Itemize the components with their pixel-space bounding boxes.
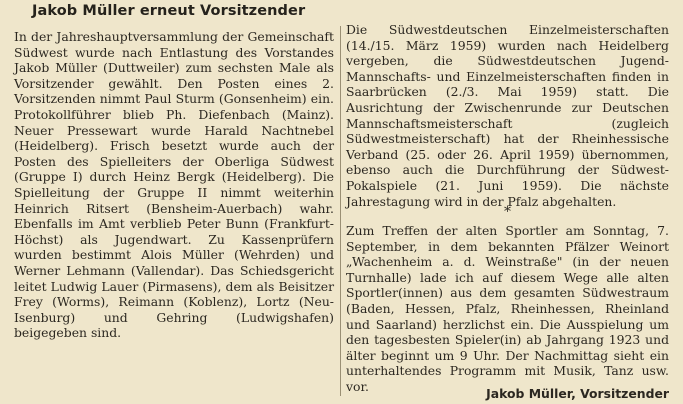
section-separator-star: *: [504, 204, 511, 220]
championships-paragraph: Die Südwestdeutschen Einzelmeisterschaften (14./15. März 1959) wurden nach Heidelberg vergeben, die Südwestdeutschen Jugend-Mannschafts- und Einzelmeisterschaften finden in Saarbrücken (2./3. Mai 1959) statt. Die Ausrichtung der Zwischenrunde zur Deutschen Mannschaftsmeisterschaft (zugleich Südwestmeisterschaft) hat der Rheinhessische Verband (25. oder 26. April 1959) übernommen, ebenso auch die Durchführung der Südwest-Pokalspiele (21. Juni 1959). Die nächste Jahrestagung wird in der Pfalz abgehalten.: [346, 22, 669, 209]
left-column-paragraph: In der Jahreshauptversammlung der Gemeinschaft Südwest wurde nach Entlastung des Vorstandes Jakob Müller (Duttweiler) zum sechsten Male als Vorsitzender gewählt. Den Posten eines 2. Vorsitzenden nimmt Paul Sturm (Gonsenheim) ein. Protokollführer blieb Ph. Diefenbach (Mainz). Neuer Pressewart wurde Harald Nachtnebel (Heidelberg). Frisch besetzt wurde auch der Posten des Spielleiters der Oberliga Südwest (Gruppe I) durch Heinz Bergk (Heidelberg). Die Spielleitung der Gruppe II nimmt weiterhin Heinrich Ritsert (Bensheim-Auerbach) wahr. Ebenfalls im Amt verblieb Peter Bunn (Frankfurt-Höchst) als Jugendwart. Zu Kassenprüfern wurden bestimmt Alois Müller (Wehrden) und Werner Lehmann (Vallendar). Das Schiedsgericht leitet Ludwig Lauer (Pirmasens), dem als Beisitzer Frey (Worms), Reimann (Koblenz), Lortz (Neu-Isenburg) und Gehring (Ludwigshafen) beigegeben sind.: [14, 29, 334, 341]
signature-line: Jakob Müller, Vorsitzender: [486, 386, 669, 401]
veterans-meeting-paragraph: Zum Treffen der alten Sportler am Sonntag, 7. September, in dem bekannten Pfälzer Weinort „Wachenheim a. d. Weinstraße" (in der neuen Turnhalle) lade ich auf diesem Wege alle alten Sportler(innen) aus dem gesamten Südwestraum (Baden, Hessen, Pfalz, Rheinhessen, Rheinland und Saarland) herzlichst ein. Die Ausspielung um den tagesbesten Spieler(in) ab Jahrgang 1923 und älter beginnt um 9 Uhr. Der Nachmittag sieht ein unterhaltendes Programm mit Musik, Tanz usw. vor.: [346, 223, 669, 394]
column-divider: [340, 26, 341, 396]
article-headline: Jakob Müller erneut Vorsitzender: [32, 3, 306, 19]
